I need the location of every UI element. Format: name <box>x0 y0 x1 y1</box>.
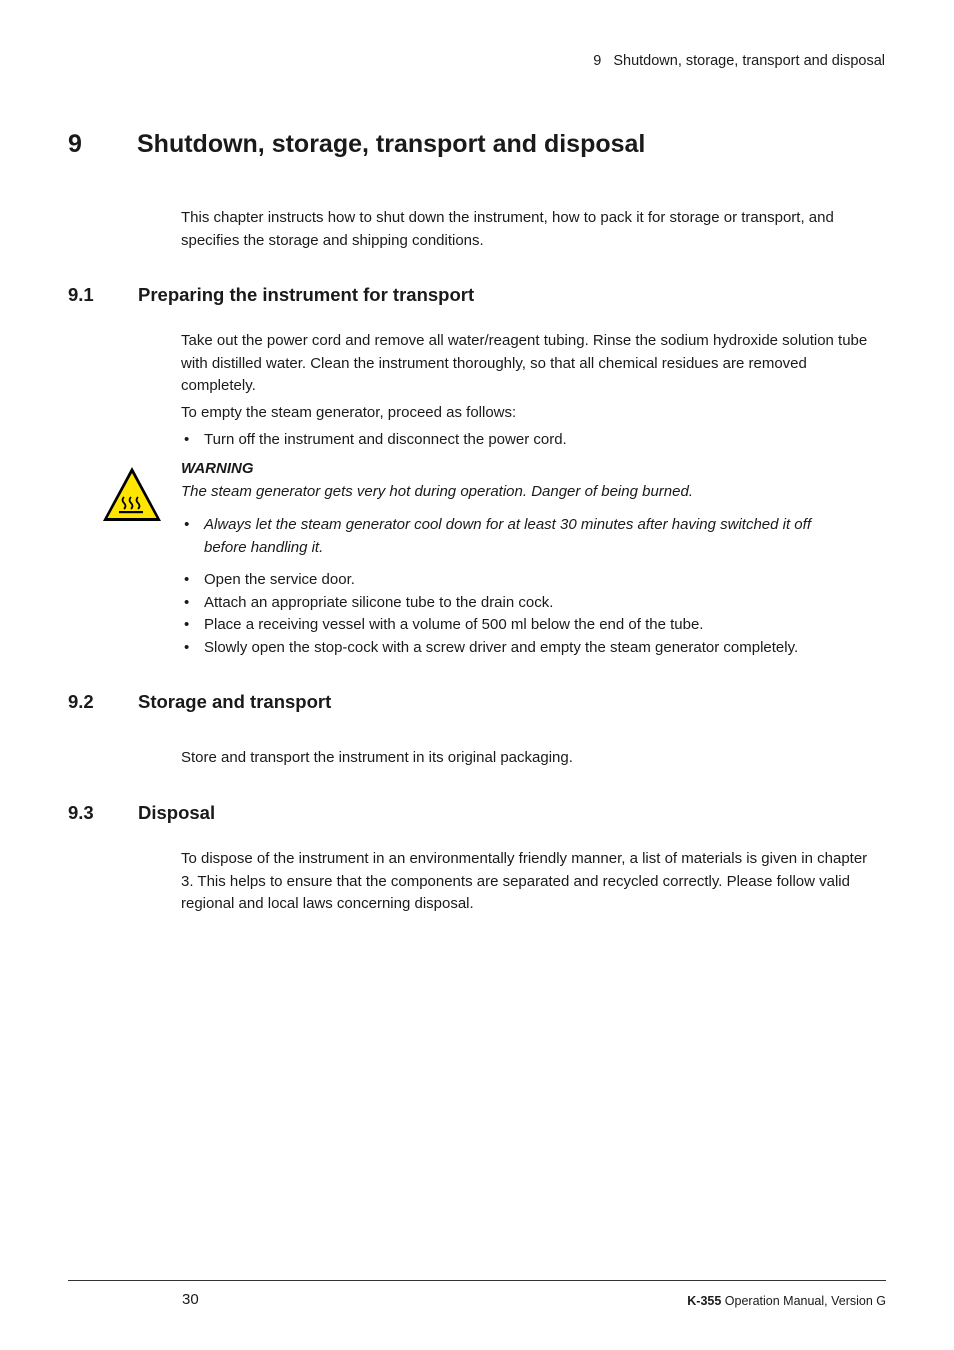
steps-after-list <box>181 569 861 659</box>
footer-manual-title <box>687 1294 886 1308</box>
section-3-paragraph: To dispose of the instrument in an environmentally friendly manner, a list of materials is given in chapter 3. This helps to ensure that the components are separated and recycled correctly. Please follow valid regional and local laws concerning disposal. <box>181 850 868 912</box>
running-header-chapter-number: 9 <box>593 53 602 69</box>
product-name: K-355 <box>687 1294 722 1308</box>
section-heading-9-1 <box>68 284 474 306</box>
list-item: • Open the service door. <box>181 569 861 592</box>
warning-bullets <box>181 514 841 559</box>
steps-before-list <box>181 429 861 452</box>
warning-title: WARNING <box>181 460 254 477</box>
chapter-intro: This chapter instructs how to shut down the instrument, how to pack it for storage or transport, and specifies the storage and shipping conditions. <box>181 209 834 249</box>
list-item: • Always let the steam generator cool down for at least 30 minutes after having switched it off before handling it. <box>181 514 841 559</box>
section-number: 9.3 <box>68 802 94 823</box>
page-number: 30 <box>182 1291 199 1308</box>
footer-divider <box>68 1280 886 1281</box>
section-title: Preparing the instrument for transport <box>138 284 475 305</box>
section-2-paragraph: Store and transport the instrument in its original packaging. <box>181 749 573 766</box>
list-item: • Attach an appropriate silicone tube to the drain cock. <box>181 592 861 615</box>
hot-surface-warning-icon <box>101 465 163 523</box>
list-item: • Turn off the instrument and disconnect the power cord. <box>181 429 861 452</box>
chapter-title: Shutdown, storage, transport and disposal <box>137 130 646 158</box>
list-item: • Slowly open the stop-cock with a screw driver and empty the steam generator completely. <box>181 637 861 660</box>
section-number: 9.1 <box>68 284 94 305</box>
section-number: 9.2 <box>68 691 94 712</box>
section-heading-9-3 <box>68 802 215 824</box>
list-item: • Place a receiving vessel with a volume of 500 ml below the end of the tube. <box>181 614 861 637</box>
chapter-number: 9 <box>68 130 82 158</box>
section-heading-9-2 <box>68 691 331 713</box>
chapter-heading <box>68 130 645 159</box>
section-title: Disposal <box>138 802 216 823</box>
warning-text: The steam generator gets very hot during operation. Danger of being burned. <box>181 483 693 500</box>
manual-version: Operation Manual, Version G <box>721 1294 886 1308</box>
section-1-paragraph-2: To empty the steam generator, proceed as follows: <box>181 404 517 421</box>
running-header-chapter-title: Shutdown, storage, transport and disposal <box>613 53 885 69</box>
section-1-paragraph-1: Take out the power cord and remove all water/reagent tubing. Rinse the sodium hydroxide solution tube with distilled water. Clean the instrument thoroughly, so that all chemical residues are removed completely. <box>181 332 868 394</box>
running-header <box>593 53 885 69</box>
section-title: Storage and transport <box>138 691 332 712</box>
